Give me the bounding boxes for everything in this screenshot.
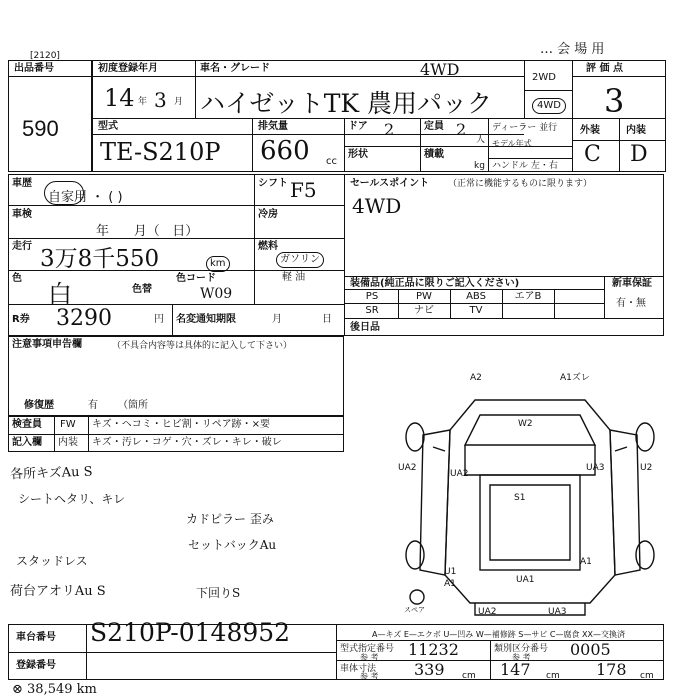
disp-value: 660 <box>260 136 310 166</box>
dims-width: 147 <box>500 660 531 679</box>
first-reg-month: 3 <box>154 88 167 112</box>
color-value: 白 <box>48 280 72 308</box>
mark-a1-zure: A1ズレ <box>560 373 590 383</box>
mark-a2-top: A2 <box>470 373 482 383</box>
mark-u2: U2 <box>640 463 653 473</box>
drive-4wd: 4WD <box>532 98 566 114</box>
entry-int: 内装 <box>58 437 78 448</box>
inspection-label: 車検 <box>12 209 32 220</box>
mark-ua2-left: UA2 <box>398 463 417 473</box>
history-value: 自家用 ・ ( ) <box>48 190 123 205</box>
remark-right-2: セットバックAu <box>188 538 277 552</box>
model-spec-ref: 参 考 <box>360 653 379 662</box>
new-car-label: 新車保証 <box>612 278 652 289</box>
chassis-label: 車台番号 <box>16 632 56 643</box>
notes-hint: （不具合内容等は具体的に記入して下さい） <box>112 341 293 351</box>
tax-month: 月 <box>272 314 282 325</box>
fuel-label: 燃料 <box>258 241 278 252</box>
dims-label: 車体寸法 <box>340 664 377 674</box>
fuel-diesel: 軽 油 <box>282 272 306 283</box>
salespoint-note: （正常に機能するものに限ります） <box>448 179 593 189</box>
mark-u1: U1 <box>444 567 457 577</box>
equip-item-sr: SR <box>365 305 379 316</box>
int-value: D <box>630 142 648 167</box>
model-label: 型式 <box>98 121 118 132</box>
first-reg-label: 初度登録年月 <box>98 63 158 74</box>
entry-label: 記入欄 <box>12 437 42 448</box>
lot-number: 590 <box>22 116 59 141</box>
remark-3: スタッドレス <box>16 554 88 568</box>
mark-w2: W2 <box>518 419 533 429</box>
chassis-value: S210P-0148952 <box>90 618 291 647</box>
ac-label: 冷房 <box>258 209 278 220</box>
capacity-value: 2 <box>456 120 467 139</box>
remark-2: シートヘタリ、キレ <box>18 492 126 506</box>
legend: A—キズ E—エクボ U—凹み W—補修跡 S—サビ C—腐食 XX—交換済 <box>372 630 626 639</box>
history-circle <box>44 181 84 205</box>
history-label: 車歴 <box>12 178 32 189</box>
mark-ua1: UA1 <box>516 575 535 585</box>
equip-item-navi: ナビ <box>414 305 434 316</box>
capacity-label: 定員 <box>424 121 444 132</box>
salespoint-value: 4WD <box>352 194 402 218</box>
model-spec-value: 11232 <box>408 640 459 659</box>
dims-unit-3: cm <box>640 671 654 681</box>
name-label: 車名・グレード <box>200 63 270 74</box>
inspector-label: 検査員 <box>12 419 42 430</box>
equip-item-ps: PS <box>365 291 379 302</box>
reg-label: 登録番号 <box>16 660 56 671</box>
repair-label: 修復歴 <box>24 400 54 411</box>
remark-1: 各所キズAu S <box>9 464 93 483</box>
dims-length: 339 <box>414 660 445 679</box>
door-value: 2 <box>384 120 395 139</box>
category-ref: 参 考 <box>512 653 531 662</box>
mark-a1-left: A1 <box>444 579 456 589</box>
mark-ua3-bottom: UA3 <box>548 607 567 617</box>
inspection-value: 年 月（ 日） <box>96 224 199 239</box>
ext-label: 外装 <box>580 125 600 136</box>
mark-a1-right: A1 <box>580 557 592 567</box>
dims-height: 178 <box>596 660 627 679</box>
recycle-label: R券 <box>12 314 30 325</box>
disp-unit: cc <box>326 156 337 167</box>
remark-4: 荷台アオリAu S <box>10 584 106 599</box>
fuel-gas: ガソリン <box>276 252 324 268</box>
recycle-unit: 円 <box>154 314 164 325</box>
header-scribble: … 会 場 用 <box>540 42 605 57</box>
sheet-code: [2120] <box>30 51 60 61</box>
footer-note: ⊗ 38,549 km <box>12 682 97 697</box>
new-car-value: 有・無 <box>616 298 646 309</box>
name-value: ハイゼットTK 農用パック <box>200 89 493 118</box>
shift-value: F5 <box>290 178 317 202</box>
tax-day: 日 <box>322 314 332 325</box>
door-label: ドア <box>348 121 368 132</box>
equip-item-pw: PW <box>416 291 432 302</box>
name-note: 4WD <box>420 60 460 79</box>
model-spec-label: 型式指定番号 <box>340 644 395 654</box>
dealer-label: ディーラー 並行 <box>492 123 558 133</box>
tax-label: 名変通知期限 <box>176 314 236 325</box>
recycle-value: 3290 <box>56 306 112 331</box>
color-code-value: W09 <box>200 286 233 302</box>
model-year-label: モデル年式 <box>492 139 532 148</box>
mark-ua2-bottom: UA2 <box>478 607 497 617</box>
ext-value: C <box>584 142 601 167</box>
handle-label: ハンドル 左・右 <box>492 161 558 171</box>
salespoint-label: セールスポイント <box>350 178 430 189</box>
equip-item-airbag: エアB <box>514 291 542 302</box>
dims-unit-2: cm <box>546 671 560 681</box>
disp-label: 排気量 <box>258 121 288 132</box>
color-code-label: 色コード <box>176 273 216 284</box>
entry-line: キズ・汚レ・コゲ・穴・ズレ・キレ・破レ <box>92 437 282 448</box>
mileage-value: 3万8千550 <box>40 246 160 272</box>
int-label: 内装 <box>626 125 646 136</box>
equip-label: 装備品(純正品に限りご記入ください) <box>350 278 520 289</box>
shift-label: シフト <box>258 178 288 189</box>
inspector-line: キズ・ヘコミ・ヒビ割・リペア跡・×要 <box>92 419 270 430</box>
model-value: TE-S210P <box>100 138 221 166</box>
inspector-fw: FW <box>60 419 76 430</box>
capacity-unit: 人 <box>476 135 486 145</box>
color-change-label: 色替 <box>132 284 152 295</box>
mileage-unit: km <box>206 256 230 272</box>
mark-ua2-inner: UA2 <box>450 469 469 479</box>
equip-item-tv: TV <box>469 305 483 316</box>
mark-spare: スペア <box>404 606 425 614</box>
repair-value: 有 <box>88 400 98 411</box>
lot-label: 出品番号 <box>14 63 54 74</box>
remark-right-1: カドピラー 歪み <box>186 512 274 526</box>
first-reg-month-unit: 月 <box>174 97 184 107</box>
mark-s1: S1 <box>514 493 526 503</box>
shape-label: 形状 <box>348 149 368 160</box>
remark-right-3: 下回りS <box>196 586 241 600</box>
category-value: 0005 <box>570 640 611 659</box>
repair-place: （箇所 <box>118 400 148 411</box>
category-label: 類別区分番号 <box>494 644 549 654</box>
color-label: 色 <box>12 273 22 284</box>
load-unit: kg <box>474 161 485 171</box>
score-value: 3 <box>604 82 625 120</box>
first-reg-unit: 年 <box>138 97 148 107</box>
mileage-label: 走行 <box>12 241 32 252</box>
dims-unit-1: cm <box>462 671 476 681</box>
drive-2wd: 2WD <box>532 72 556 83</box>
notes-label: 注意事項申告欄 <box>12 339 82 350</box>
equip-item-abs: ABS <box>466 291 486 302</box>
load-label: 積載 <box>424 149 444 160</box>
score-label: 評 価 点 <box>586 63 623 74</box>
first-reg-value: 14 <box>104 84 135 112</box>
mark-ua3-right: UA3 <box>586 463 605 473</box>
dims-ref: 参 考 <box>360 672 379 681</box>
after-label: 後日品 <box>350 322 380 333</box>
